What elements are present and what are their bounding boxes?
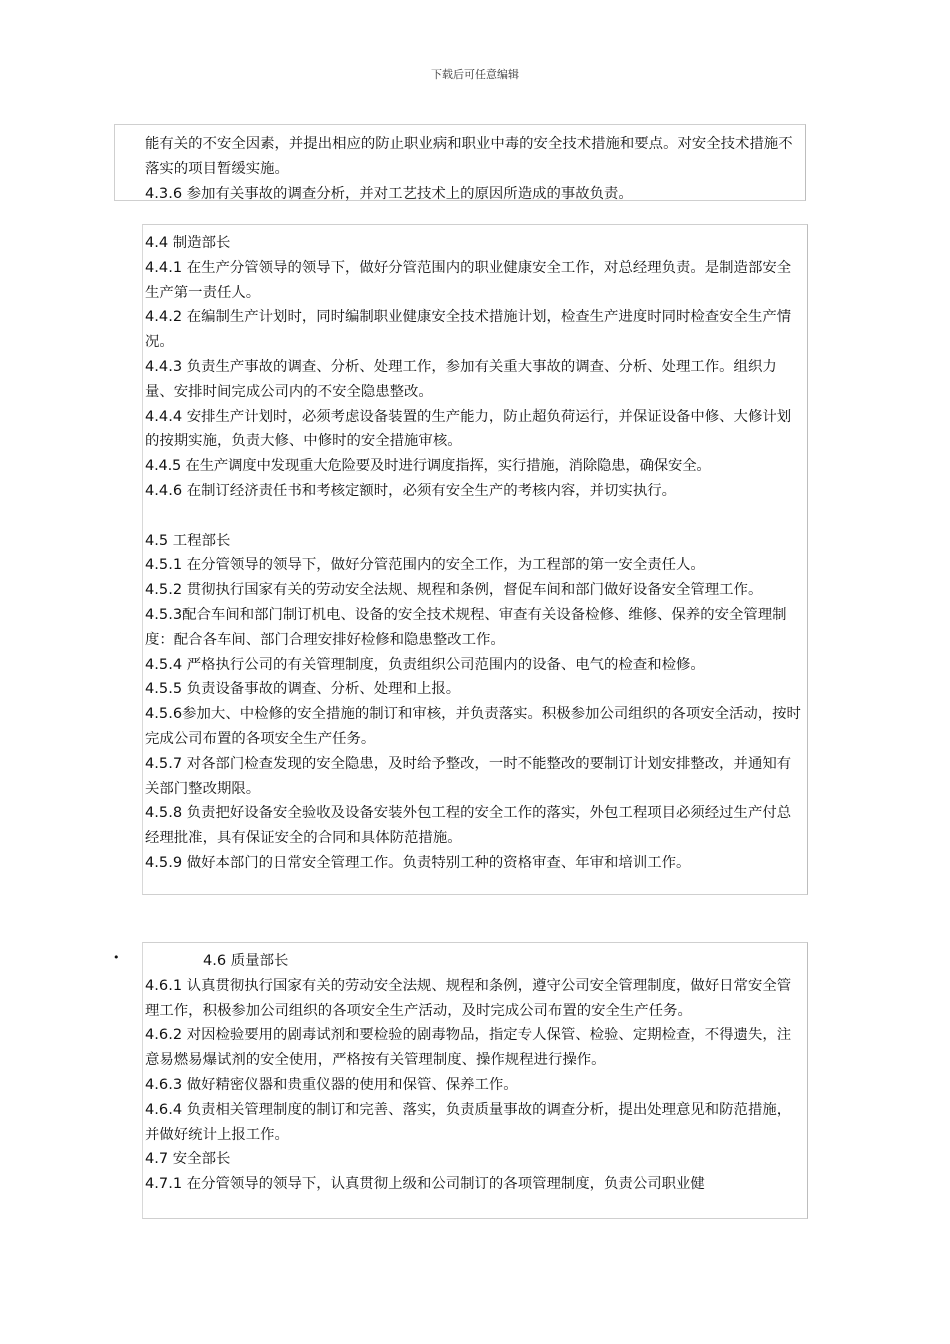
- heading-4-6: [145, 949, 799, 974]
- item-number: 4.4.5: [145, 457, 182, 475]
- item-number: 4.5.5: [145, 680, 183, 698]
- item-number: 4.4.4: [145, 407, 183, 425]
- item-text: 对因检验要用的剧毒试剂和要检验的剧毒物品，指定专人保管、检验、定期检查，不得遗失，注意易燃易爆试剂的安全使用，严格按有关管理制度、操作规程进行操作。: [145, 1027, 792, 1069]
- heading-4-5: [145, 529, 803, 554]
- item-text: 严格执行公司的有关管理制度，负责组织公司范围内的设备、电气的检查和检修。: [182, 656, 705, 673]
- item-4-5-7: [145, 752, 803, 802]
- item-number: 4.5.8: [145, 804, 183, 822]
- heading-4-4: [145, 231, 803, 256]
- item-text: 负责把好设备安全验收及设备安装外包工程的安全工作的落实，外包工程项目必须经过生产付总经理批准，具有保证安全的合同和具体防范措施。: [145, 805, 792, 847]
- item-number: 4.6.1: [145, 976, 183, 994]
- heading-number: 4.5: [145, 531, 169, 549]
- item-number: 4.6.3: [145, 1075, 183, 1093]
- item-4-6-2: [145, 1023, 799, 1073]
- item-number: 4.4.6: [145, 481, 183, 499]
- item-4-6-3: [145, 1073, 799, 1098]
- item-text: 认真贯彻执行国家有关的劳动安全法规、规程和条例，遵守公司安全管理制度，做好日常安全管理工作，积极参加公司组织的各项安全生产活动，及时完成公司布置的安全生产任务。: [145, 977, 792, 1019]
- item-4-5-9: [145, 851, 803, 876]
- heading-text: 制造部长: [168, 235, 231, 251]
- heading-text: 安全部长: [168, 1151, 231, 1168]
- item-4-4-1: [145, 256, 803, 306]
- list-bullet: •: [113, 951, 120, 964]
- item-4-4-6: [145, 479, 803, 504]
- item-text: 参加大、中检修的安全措施的制订和审核，并负责落实。积极参加公司组织的各项安全活动，按时完成公司布置的各项安全生产任务。: [145, 706, 801, 747]
- paragraph-text: 能有关的不安全因素，并提出相应的防止职业病和职业中毒的安全技术措施和要点。对安全技术措施不落实的项目暂缓实施。: [145, 136, 793, 177]
- item-text: 负责设备事故的调查、分析、处理和上报。: [182, 681, 461, 698]
- item-4-5-8: [145, 801, 803, 851]
- item-4-6-4: [145, 1098, 799, 1148]
- item-4-4-4: [145, 405, 803, 455]
- heading-4-7: [145, 1147, 799, 1172]
- item-4-7-1: [145, 1172, 799, 1197]
- item-4-4-5: [145, 454, 803, 479]
- item-text: 负责生产事故的调查、分析、处理工作，参加有关重大事故的调查、分析、处理工作。组织力量、安排时间完成公司内的不安全隐患整改。: [145, 358, 777, 400]
- section-box-1: [114, 124, 806, 201]
- item-number: 4.6.4: [145, 1100, 183, 1118]
- heading-number: 4.6: [203, 952, 227, 969]
- item-text: 在生产调度中发现重大危险要及时进行调度指挥，实行措施，消除隐患，确保安全。: [181, 458, 711, 475]
- item-text: 在制订经济责任书和考核定额时，必须有安全生产的考核内容，并切实执行。: [182, 482, 676, 499]
- item-text: 参加有关事故的调查分析，并对工艺技术上的原因所造成的事故负责。: [182, 185, 633, 202]
- item-text: 对各部门检查发现的安全隐患，及时给予整改，一时不能整改的要制订计划安排整改，并通知有关部门整改期限。: [145, 755, 792, 797]
- item-4-3-6: [145, 182, 797, 207]
- item-text: 在分管领导的领导下，认真贯彻上级和公司制订的各项管理制度，负责公司职业健: [182, 1176, 705, 1193]
- item-number: 4.5.7: [145, 754, 183, 772]
- item-number: 4.5.2: [145, 581, 183, 599]
- heading-text: 工程部长: [168, 532, 231, 549]
- item-4-5-6: [145, 702, 803, 752]
- item-text: 配合车间和部门制订机电、设备的安全技术规程、审查有关设备检修、维修、保养的安全管理制度：配合各车间、部门合理安排好检修和隐患整改工作。: [145, 606, 787, 648]
- item-4-5-4: [145, 653, 803, 678]
- item-text: 在分管领导的领导下，做好分管范围内的安全工作，为工程部的第一安全责任人。: [182, 557, 705, 574]
- item-text: 贯彻执行国家有关的劳动安全法规、规程和条例，督促车间和部门做好设备安全管理工作。: [182, 582, 763, 599]
- item-4-5-2: [145, 578, 803, 603]
- item-text: 在生产分管领导的领导下，做好分管范围内的职业健康安全工作，对总经理负责。是制造部安全生产第一责任人。: [145, 259, 792, 301]
- item-number: 4.4.2: [145, 308, 183, 326]
- section-box-3: [142, 942, 808, 1219]
- item-4-4-3: [145, 355, 803, 405]
- section-box-2: [142, 224, 808, 895]
- item-4-5-1: [145, 553, 803, 578]
- item-number: 4.6.2: [145, 1026, 183, 1044]
- item-number: 4.5.9: [145, 853, 183, 871]
- page-header: 下载后可任意编辑: [431, 68, 519, 81]
- item-number: 4.5.1: [145, 556, 183, 574]
- item-text: 做好精密仪器和贵重仪器的使用和保管、保养工作。: [182, 1076, 518, 1093]
- item-4-4-2: [145, 305, 803, 355]
- item-number: 4.3.6: [145, 184, 183, 202]
- heading-text: 质量部长: [226, 953, 289, 969]
- item-4-5-5: [145, 677, 803, 702]
- heading-number: 4.4: [145, 234, 169, 251]
- item-number: 4.4.1: [145, 258, 183, 276]
- item-text: 在编制生产计划时，同时编制职业健康安全技术措施计划，检查生产进度时同时检查安全生产情况。: [145, 309, 792, 351]
- item-number: 4.7.1: [145, 1175, 183, 1193]
- item-text: 负责相关管理制度的制订和完善、落实，负责质量事故的调查分析，提出处理意见和防范措施，并做好统计上报工作。: [145, 1101, 792, 1143]
- heading-number: 4.7: [145, 1150, 169, 1168]
- item-number: 4.5.3: [145, 605, 183, 623]
- item-4-6-1: [145, 974, 799, 1024]
- item-text: 安排生产计划时，必须考虑设备装置的生产能力，防止超负荷运行，并保证设备中修、大修计划的按期实施，负责大修、中修时的安全措施审核。: [145, 408, 792, 450]
- item-text: 做好本部门的日常安全管理工作。负责特别工种的资格审查、年审和培训工作。: [182, 854, 691, 871]
- spacer: [145, 504, 803, 529]
- item-4-5-3: [145, 603, 803, 653]
- item-number: 4.5.4: [145, 655, 183, 673]
- item-number: 4.5.6: [145, 705, 183, 723]
- paragraph-continued: [145, 132, 797, 182]
- item-number: 4.4.3: [145, 357, 183, 375]
